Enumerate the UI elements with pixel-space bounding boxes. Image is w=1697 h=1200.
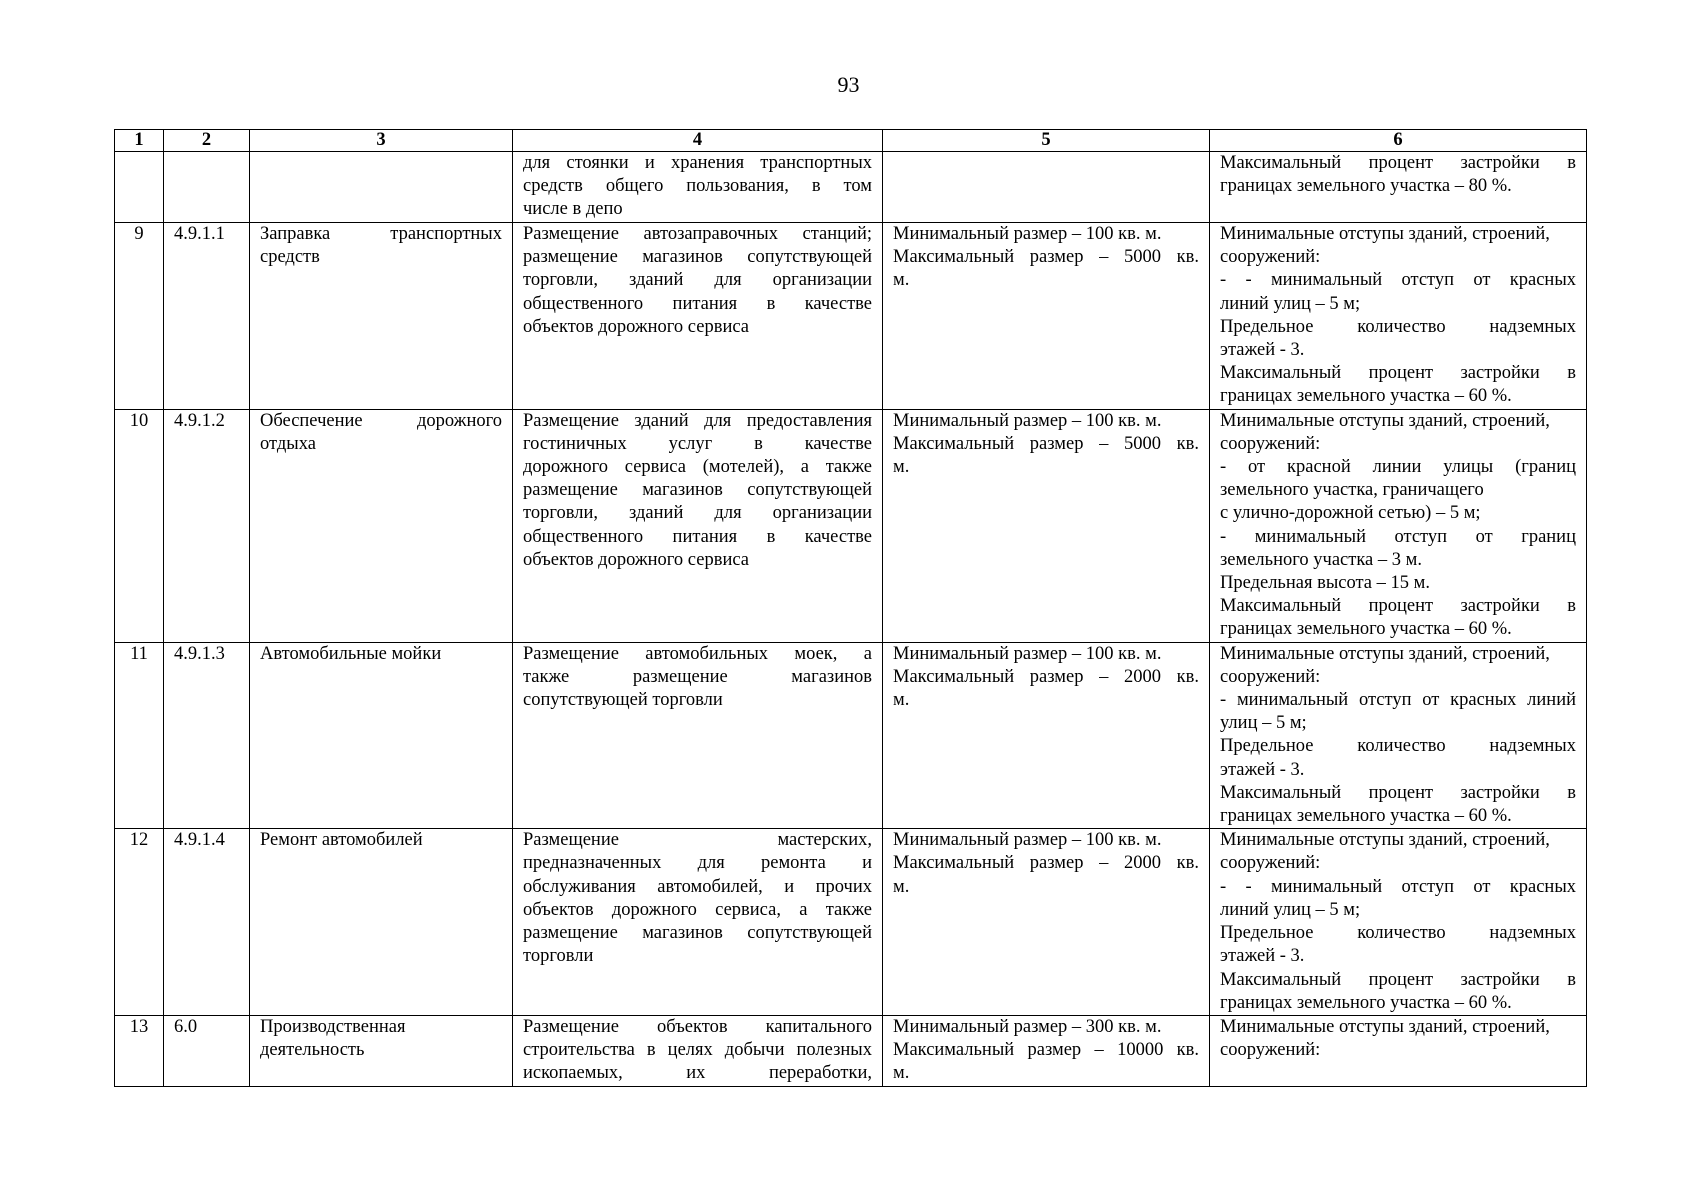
cell-name [250,223,513,410]
text-line: торговли, зданий для организации [523,503,872,524]
cell-params [1210,829,1587,1016]
table-row [115,409,1587,642]
text-line: - от красной линии улицы (границ [1220,457,1576,478]
text-line: линий улиц – 5 м; [1220,899,1361,920]
text-line: Минимальные отступы зданий, строений, [1220,643,1550,664]
cell-num [115,152,164,223]
text-line: размещение магазинов сопутствующей [523,480,872,501]
text-line: этажей - 3. [1220,759,1305,780]
cell-params [1210,223,1587,410]
column-header: 1 [115,130,164,152]
text-line: гостиничных услуг в качестве [523,433,872,454]
cell-description [513,152,883,223]
zoning-table [114,129,1587,1087]
text-line: отдыха [260,433,316,454]
column-header: 5 [883,130,1210,152]
table-row-continuation [115,152,1587,223]
cell-size [883,642,1210,829]
text-line: торговли [523,946,594,967]
text-line: Предельное количество надземных [1220,316,1576,337]
cell-description [513,409,883,642]
text-line: Минимальный размер – 300 кв. м. [893,1016,1162,1037]
text-line: м. [893,270,910,291]
cell-name [250,1015,513,1086]
text-line: улиц – 5 м; [1220,713,1307,734]
cell-code: 4.9.1.4 [164,829,250,1016]
text-line: обслуживания автомобилей, и прочих [523,876,872,897]
text-line: этажей - 3. [1220,946,1305,967]
page-number: 93 [837,72,860,97]
cell-num: 13 [115,1015,164,1086]
column-header: 4 [513,130,883,152]
table-row [115,1015,1587,1086]
cell-description [513,829,883,1016]
column-header: 6 [1210,130,1587,152]
text-line: Минимальный размер – 100 кв. м. [893,224,1162,244]
table-header-row [115,130,1587,152]
cell-code [164,152,250,223]
cell-num: 12 [115,829,164,1016]
table-row [115,223,1587,410]
text-line: дорожного сервиса (мотелей), а также [523,457,872,478]
text-line: торговли, зданий для организации [523,270,872,291]
table-row [115,642,1587,829]
text-line: сооружений: [1220,1040,1321,1061]
text-line: м. [893,690,910,711]
text-line: общественного питания в качестве [523,526,872,547]
text-line: м. [893,876,910,897]
text-line: границах земельного участка – 60 %. [1220,992,1512,1013]
text-line: земельного участка, граничащего [1220,480,1484,501]
text-line: Минимальные отступы зданий, строений, [1220,410,1550,431]
text-line: Автомобильные мойки [260,643,442,664]
cell-num: 9 [115,223,164,410]
cell-size [883,223,1210,410]
text-line: границах земельного участка – 60 %. [1220,386,1512,407]
text-line: общественного питания в качестве [523,293,872,314]
cell-description [513,642,883,829]
text-line: Предельная высота – 15 м. [1220,573,1430,594]
text-line: с улично-дорожной сетью) – 5 м; [1220,503,1481,524]
text-line: Минимальный размер – 100 кв. м. [893,410,1162,431]
cell-code: 4.9.1.3 [164,642,250,829]
text-line: границах земельного участка – 60 %. [1220,806,1512,827]
text-line: Размещение автомобильных моек, а [523,643,872,664]
text-line: сооружений: [1220,247,1321,268]
text-line: - минимальный отступ от красных линий [1220,690,1576,711]
text-line: сопутствующей торговли [523,690,723,711]
cell-params [1210,1015,1587,1086]
text-line: Размещение объектов капитального [523,1016,872,1037]
cell-name [250,829,513,1016]
cell-code: 6.0 [164,1015,250,1086]
text-line: Производственная [260,1016,406,1037]
text-line: размещение магазинов сопутствующей [523,247,872,268]
text-line: - - минимальный отступ от красных [1220,270,1576,291]
text-line: Максимальный процент застройки в [1220,782,1576,803]
text-line: - - минимальный отступ от красных [1220,876,1576,897]
cell-code: 4.9.1.2 [164,409,250,642]
text-line: средств общего пользования, в том [523,176,872,197]
text-line: Максимальный размер – 5000 кв. [893,433,1199,454]
text-line: Минимальный размер – 100 кв. м. [893,830,1162,851]
text-line: также размещение магазинов [523,666,872,687]
text-line: - минимальный отступ от границ [1220,526,1576,547]
text-line: Размещение мастерских, [523,830,872,851]
text-line: средств [260,247,320,268]
cell-code: 4.9.1.1 [164,223,250,410]
text-line: Максимальный размер – 5000 кв. [893,247,1199,268]
text-line: Максимальный размер – 2000 кв. [893,666,1199,687]
text-line: объектов дорожного сервиса [523,549,749,570]
text-line: Максимальный процент застройки в [1220,969,1576,990]
cell-num: 10 [115,409,164,642]
text-line: Обеспечение дорожного [260,410,502,431]
cell-size [883,1015,1210,1086]
text-line: деятельность [260,1040,365,1061]
text-line: Минимальный размер – 100 кв. м. [893,643,1162,664]
text-line: линий улиц – 5 м; [1220,293,1361,314]
text-line: Размещение зданий для предоставления [523,410,872,431]
cell-description [513,1015,883,1086]
cell-params [1210,642,1587,829]
text-line: Максимальный размер – 10000 кв. [893,1040,1199,1061]
text-line: Максимальный процент застройки в [1220,363,1576,384]
table-row [115,829,1587,1016]
text-line: этажей - 3. [1220,340,1305,361]
cell-num: 11 [115,642,164,829]
text-line: м. [893,1063,910,1084]
text-line: предназначенных для ремонта и [523,853,872,874]
cell-size [883,409,1210,642]
column-header: 3 [250,130,513,152]
text-line: границах земельного участка – 80 %. [1220,176,1512,197]
text-line: Предельное количество надземных [1220,736,1576,757]
text-line: размещение магазинов сопутствующей [523,923,872,944]
text-line: Максимальный процент застройки в [1220,596,1576,617]
cell-size [883,829,1210,1016]
cell-description [513,223,883,410]
text-line: Минимальные отступы зданий, строений, [1220,224,1550,244]
text-line: объектов дорожного сервиса, а также [523,899,872,920]
text-line: границах земельного участка – 60 %. [1220,619,1512,640]
text-line: Максимальный размер – 2000 кв. [893,853,1199,874]
text-line: Минимальные отступы зданий, строений, [1220,830,1550,851]
text-line: объектов дорожного сервиса [523,316,749,337]
text-line: сооружений: [1220,433,1321,454]
text-line: земельного участка – 3 м. [1220,549,1422,570]
text-line: Предельное количество надземных [1220,923,1576,944]
text-line: ископаемых, их переработки, [523,1063,872,1084]
cell-size [883,152,1210,223]
text-line: Ремонт автомобилей [260,830,423,851]
cell-params [1210,409,1587,642]
text-line: строительства в целях добычи полезных [523,1040,872,1061]
cell-name [250,642,513,829]
text-line: м. [893,457,910,478]
cell-params [1210,152,1587,223]
text-line: сооружений: [1220,666,1321,687]
text-line: Максимальный процент застройки в [1220,153,1576,173]
text-line: Минимальные отступы зданий, строений, [1220,1016,1550,1037]
cell-name [250,409,513,642]
text-line: для стоянки и хранения транспортных [523,153,872,173]
text-line: Заправка транспортных [260,224,502,244]
cell-name [250,152,513,223]
column-header: 2 [164,130,250,152]
text-line: сооружений: [1220,853,1321,874]
text-line: числе в депо [523,199,623,220]
text-line: Размещение автозаправочных станций; [523,224,872,244]
